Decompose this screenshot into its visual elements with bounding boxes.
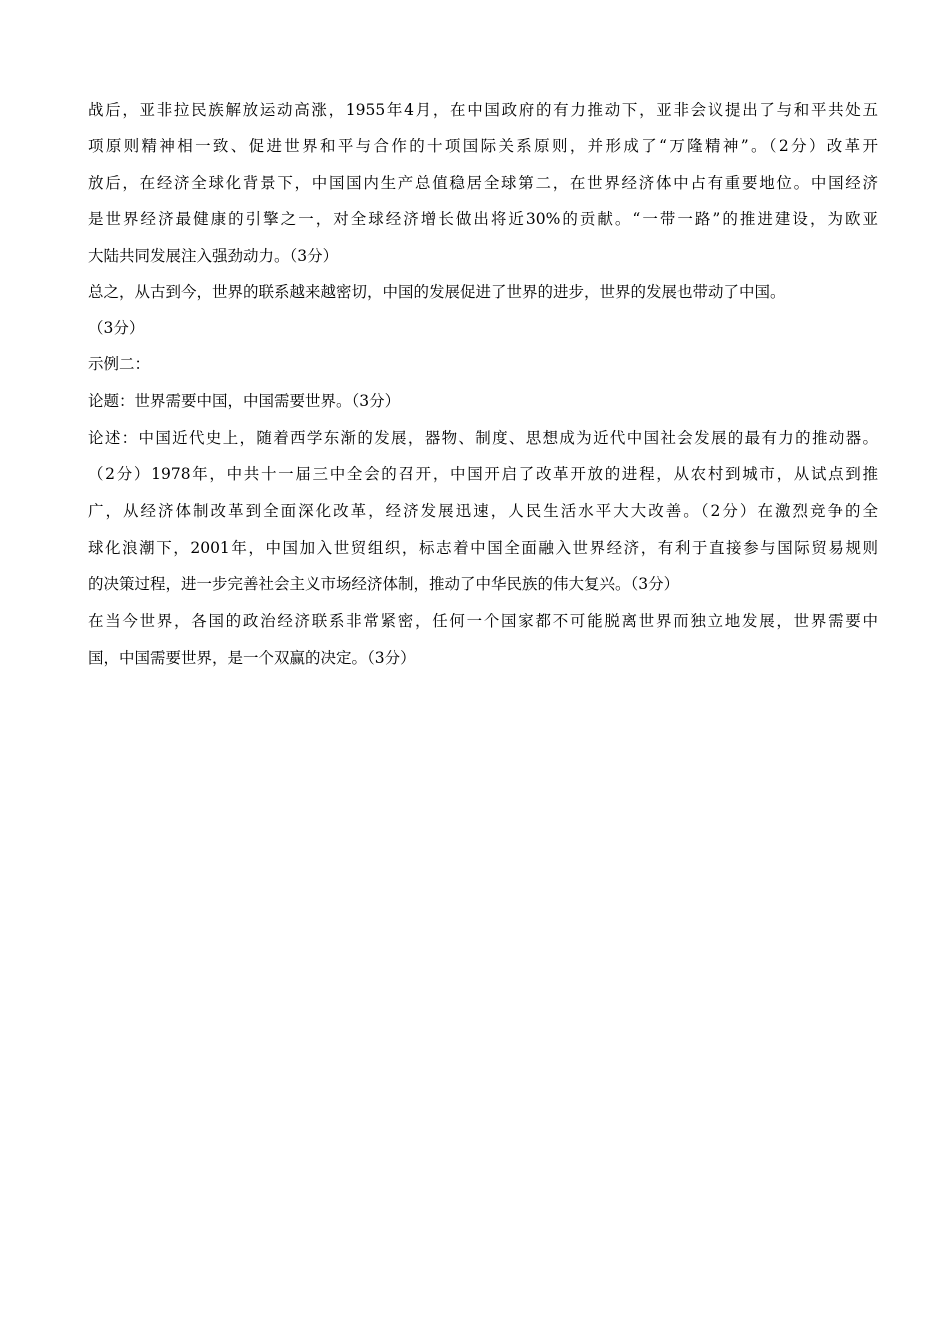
text-line: 论述：中国近代史上，随着西学东渐的发展，器物、制度、思想成为近代中国社会发展的最有力的推动器。 (88, 429, 878, 447)
text-line: 项原则精神相一致、促进世界和平与合作的十项国际关系原则，并形成了“万隆精神”。（2分）改革开 (88, 137, 878, 155)
text-line: （3分） (88, 319, 145, 337)
text-line: 示例二： (88, 355, 151, 373)
text-line: 放后，在经济全球化背景下，中国国内生产总值稳居全球第二，在世界经济体中占有重要地位。中国经济 (88, 174, 878, 192)
text-line: 论题：世界需要中国，中国需要世界。（3分） (88, 392, 401, 410)
text-line: 总之，从古到今，世界的联系越来越密切，中国的发展促进了世界的进步，世界的发展也带动了中国。 (88, 283, 786, 301)
text-line: 战后，亚非拉民族解放运动高涨，1955年4月，在中国政府的有力推动下，亚非会议提出了与和平共处五 (88, 101, 878, 119)
text-line: 在当今世界，各国的政治经济联系非常紧密，任何一个国家都不可能脱离世界而独立地发展，世界需要中 (88, 612, 878, 630)
text-line: 大陆共同发展注入强劲动力。（3分） (88, 247, 339, 265)
text-line: 国，中国需要世界，是一个双赢的决定。（3分） (88, 649, 416, 667)
text-line: 的决策过程，进一步完善社会主义市场经济体制，推动了中华民族的伟大复兴。（3分） (88, 575, 680, 593)
text-line: 广，从经济体制改革到全面深化改革，经济发展迅速，人民生活水平大大改善。（2分）在激烈竞争的全 (88, 502, 878, 520)
text-line: （2分）1978年，中共十一届三中全会的召开，中国开启了改革开放的进程，从农村到城市，从试点到推 (88, 465, 878, 483)
text-line: 是世界经济最健康的引擎之一，对全球经济增长做出将近30%的贡献。“一带一路”的推进建设，为欧亚 (88, 210, 878, 228)
text-line: 球化浪潮下，2001年，中国加入世贸组织，标志着中国全面融入世界经济，有利于直接参与国际贸易规则 (88, 539, 878, 557)
